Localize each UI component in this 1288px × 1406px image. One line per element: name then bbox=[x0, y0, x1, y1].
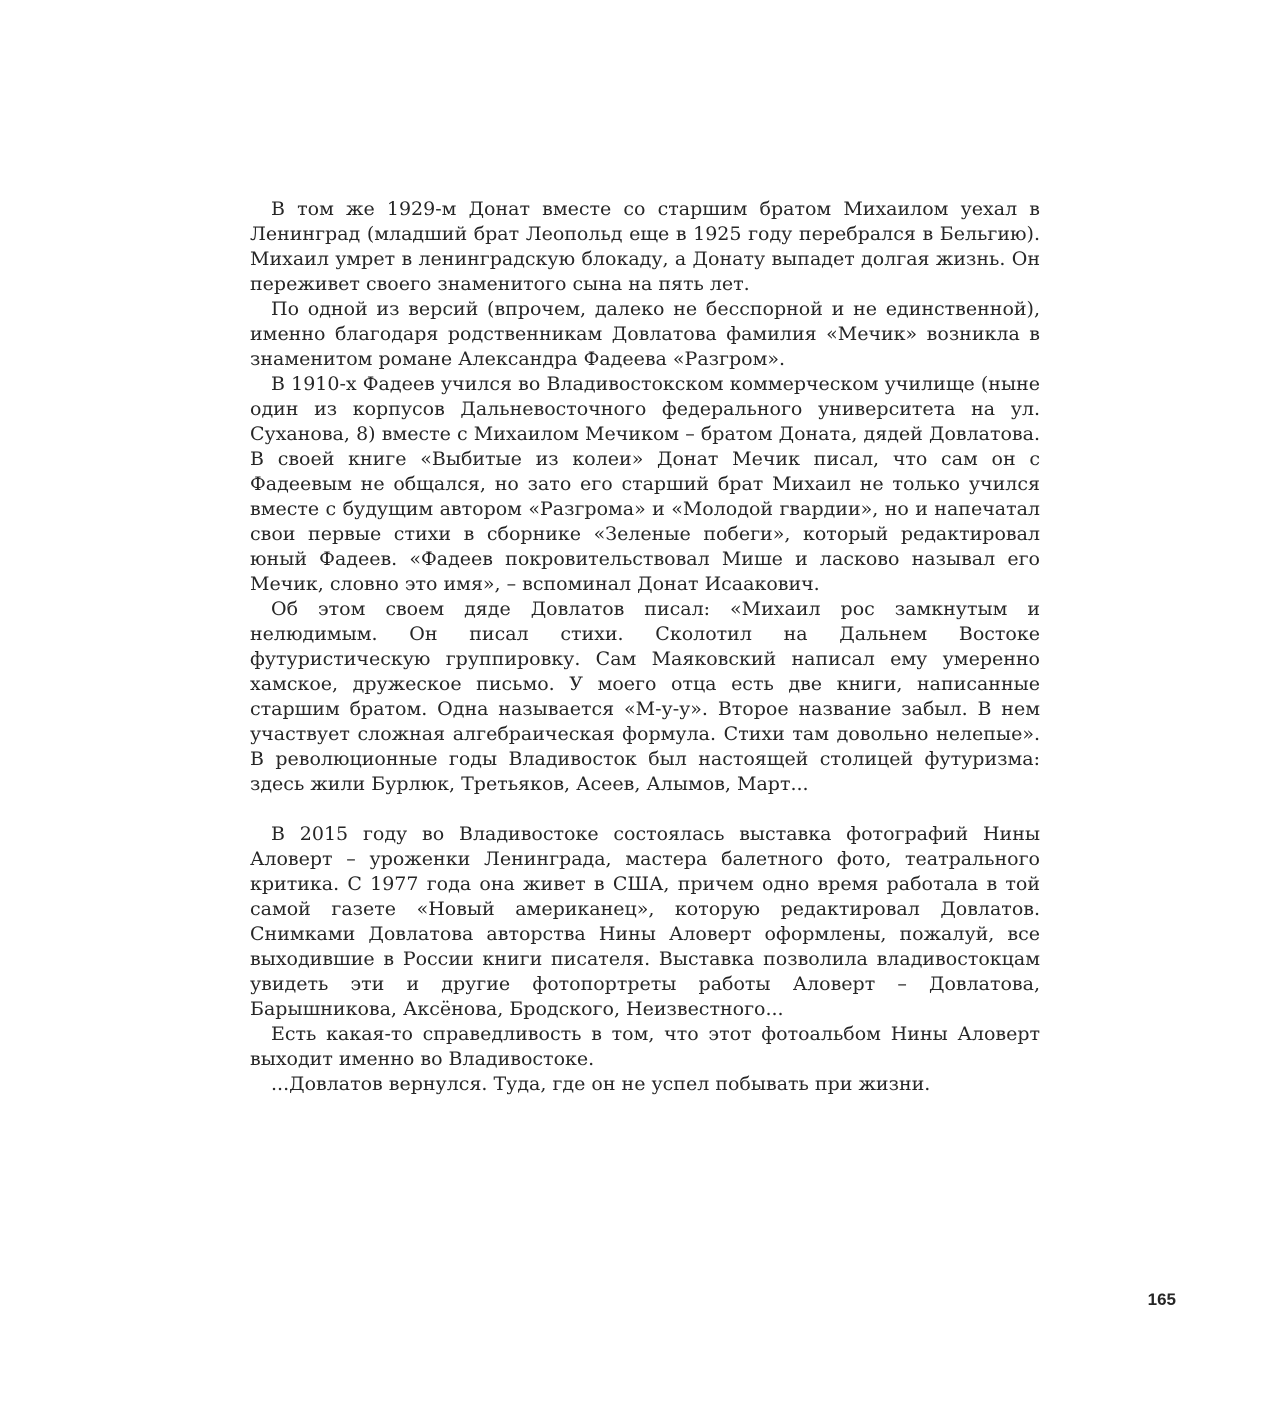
paragraph: В 2015 году во Владивостоке состоялась выставка фотографий Нины Аловерт – уроженки Ленинграда, мастера балетного фото, театрального критика. С 1977 года она живет в США, причем одно время работала в той самой газете «Новый американец», которую редактировал Довлатов. Снимками Довлатова авторства Нины Аловерт оформлены, пожалуй, все выходившие в России книги писателя. Выставка позволила владивостокцам увидеть эти и другие фотопортреты работы Аловерт – Довлатова, Барышникова, Аксёнова, Бродского, Неизвестного... bbox=[250, 823, 1040, 1020]
paragraph: В том же 1929-м Донат вместе со старшим братом Михаилом уехал в Ленинград (младший брат Леопольд еще в 1925 году перебрался в Бельгию). Михаил умрет в ленинградскую блокаду, а Донату выпадет долгая жизнь. Он переживет своего знаменитого сына на пять лет. bbox=[250, 198, 1040, 295]
section-break bbox=[250, 797, 1040, 822]
page-number: 165 bbox=[1147, 1290, 1176, 1309]
paragraph: В 1910-х Фадеев учился во Владивостокском коммерческом училище (ныне один из корпусов Дальневосточного федерального университета на ул. Суханова, 8) вместе с Михаилом Мечиком – братом Доната, дядей Довлатова. В своей книге «Выбитые из колеи» Донат Мечик писал, что сам он с Фадеевым не общался, но зато его старший брат Михаил не только учился вместе с будущим автором «Разгрома» и «Молодой гвардии», но и напечатал свои первые стихи в сборнике «Зеленые побеги», который редактировал юный Фадеев. «Фадеев покровительствовал Мише и ласково называл его Мечик, словно это имя», – вспоминал Донат Исаакович. bbox=[250, 373, 1040, 595]
paragraph: Есть какая-то справедливость в том, что этот фотоальбом Нины Аловерт выходит именно во Владивостоке. bbox=[250, 1023, 1040, 1070]
paragraph: По одной из версий (впрочем, далеко не бесспорной и не единственной), именно благодаря родственникам Довлатова фамилия «Мечик» возникла в знаменитом романе Александра Фадеева «Разгром». bbox=[250, 298, 1040, 370]
paragraph: ...Довлатов вернулся. Туда, где он не успел побывать при жизни. bbox=[271, 1073, 931, 1095]
body-text bbox=[250, 197, 1040, 1097]
paragraph: Об этом своем дяде Довлатов писал: «Михаил рос замкнутым и нелюдимым. Он писал стихи. Сколотил на Дальнем Востоке футуристическую группировку. Сам Маяковский написал ему умеренно хамское, дружеское письмо. У моего отца есть две книги, написанные старшим братом. Одна называется «М-у-у». Второе название забыл. В нем участвует сложная алгебраическая формула. Стихи там довольно нелепые». В революционные годы Владивосток был настоящей столицей футуризма: здесь жили Бурлюк, Третьяков, Асеев, Алымов, Март... bbox=[250, 598, 1040, 795]
